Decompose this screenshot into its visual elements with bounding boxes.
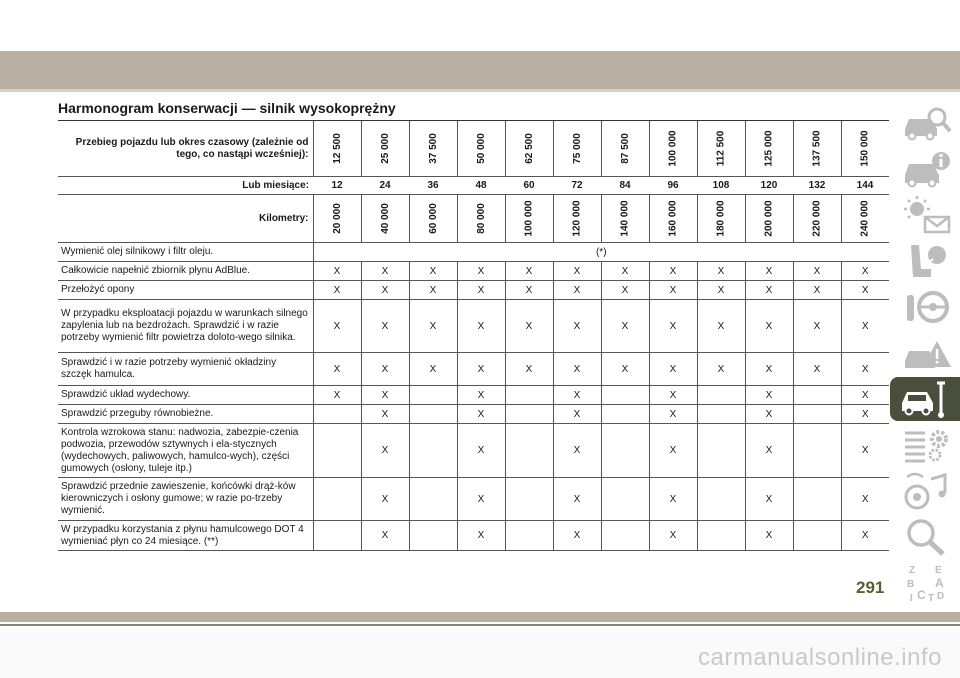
task-mark	[601, 405, 649, 424]
task-mark: X	[841, 424, 889, 478]
task-mark	[697, 424, 745, 478]
task-mark	[697, 521, 745, 551]
mileage-value: 50 000	[475, 133, 487, 164]
tab-car-search[interactable]	[894, 101, 960, 145]
months-value: 60	[505, 177, 553, 195]
index-letter-a: A	[935, 576, 944, 590]
mileage-label: Przebieg pojazdu lub okres czasowy (zależnie od tego, co nastąpi wcześniej):	[58, 121, 313, 177]
task-mark: X	[313, 262, 361, 281]
task-mark: X	[361, 353, 409, 386]
maintenance-table-wrapper	[58, 120, 889, 551]
mileage-header-cell	[553, 121, 601, 177]
task-mark	[409, 424, 457, 478]
mileage-header-cell	[361, 121, 409, 177]
tab-multimedia[interactable]	[894, 469, 960, 513]
search-icon	[901, 517, 953, 557]
task-mark: X	[553, 424, 601, 478]
km-label: Kilometry:	[58, 195, 313, 243]
task-mark	[409, 521, 457, 551]
watermark: carmanualsonline.info	[698, 644, 942, 671]
task-mark: X	[553, 478, 601, 521]
task-mark: X	[601, 262, 649, 281]
mileage-header-cell	[409, 121, 457, 177]
task-mark	[313, 405, 361, 424]
km-header-cell	[313, 195, 361, 243]
task-mark	[409, 405, 457, 424]
index-letter-t: T	[928, 593, 935, 603]
tab-car-info[interactable]	[894, 147, 960, 191]
tab-steering[interactable]	[894, 285, 960, 329]
table-row	[58, 300, 889, 353]
task-mark: X	[697, 353, 745, 386]
task-mark: X	[841, 353, 889, 386]
task-mark: X	[409, 262, 457, 281]
table-row	[58, 262, 889, 281]
mileage-header-cell	[793, 121, 841, 177]
tab-car-service[interactable]	[890, 377, 960, 421]
task-mark: X	[841, 281, 889, 300]
task-mark: X	[697, 262, 745, 281]
multimedia-icon	[901, 471, 953, 511]
specs-gear-icon	[901, 425, 953, 465]
task-description: Sprawdzić przednie zawieszenie, końcówki drąż-ków kierowniczych i osłony gumowe; w razie po-trzeby wymienić.	[58, 478, 313, 521]
months-value: 48	[457, 177, 505, 195]
months-value: 24	[361, 177, 409, 195]
task-description: W przypadku korzystania z płynu hamulcowego DOT 4 wymieniać płyn co 24 miesiące. (**)	[58, 521, 313, 551]
task-mark: X	[649, 262, 697, 281]
km-value: 160 000	[667, 200, 679, 237]
task-mark: X	[793, 262, 841, 281]
km-header-cell	[793, 195, 841, 243]
top-margin	[0, 0, 960, 51]
task-mark: X	[793, 300, 841, 353]
task-mark: X	[505, 262, 553, 281]
months-value: 96	[649, 177, 697, 195]
task-mark: X	[553, 405, 601, 424]
page-number: 291	[856, 578, 885, 597]
task-mark: X	[553, 281, 601, 300]
mileage-value: 125 000	[763, 130, 775, 167]
task-mark	[793, 424, 841, 478]
task-mark: X	[457, 424, 505, 478]
task-mark: X	[697, 300, 745, 353]
months-value: 72	[553, 177, 601, 195]
months-value: 36	[409, 177, 457, 195]
task-mark: X	[361, 386, 409, 405]
table-row	[58, 243, 889, 262]
task-mark	[601, 386, 649, 405]
mileage-value: 37 500	[427, 133, 439, 164]
task-mark: X	[553, 386, 601, 405]
task-mark: X	[313, 281, 361, 300]
mileage-value: 112 500	[715, 130, 727, 167]
task-mark: X	[361, 424, 409, 478]
task-mark: X	[649, 353, 697, 386]
task-mark	[505, 386, 553, 405]
mileage-value: 25 000	[379, 133, 391, 164]
table-row	[58, 353, 889, 386]
km-header-cell	[457, 195, 505, 243]
header-row-km	[58, 195, 889, 243]
months-value: 84	[601, 177, 649, 195]
task-mark	[697, 405, 745, 424]
task-mark: X	[649, 521, 697, 551]
task-mark: X	[409, 353, 457, 386]
task-mark: X	[457, 262, 505, 281]
task-mark: X	[649, 386, 697, 405]
mileage-header-cell	[649, 121, 697, 177]
months-value: 108	[697, 177, 745, 195]
mileage-value: 75 000	[571, 133, 583, 164]
task-mark: X	[601, 300, 649, 353]
mileage-value: 87 500	[619, 133, 631, 164]
mileage-header-cell	[841, 121, 889, 177]
task-mark: X	[649, 300, 697, 353]
months-value: 144	[841, 177, 889, 195]
task-mark: X	[745, 281, 793, 300]
km-value: 60 000	[427, 203, 439, 234]
task-mark: X	[841, 521, 889, 551]
car-breakdown-icon	[901, 333, 953, 373]
task-mark: X	[361, 521, 409, 551]
task-mark: X	[361, 262, 409, 281]
task-mark: X	[745, 300, 793, 353]
task-mark	[697, 386, 745, 405]
mileage-value: 62 500	[523, 133, 535, 164]
task-mark: X	[697, 281, 745, 300]
task-mark: X	[553, 300, 601, 353]
task-mark	[505, 405, 553, 424]
table-row	[58, 424, 889, 478]
alphabet-index-icon	[901, 563, 953, 603]
maintenance-table	[58, 120, 889, 551]
km-header-cell	[745, 195, 793, 243]
task-mark: X	[505, 300, 553, 353]
header-row-months	[58, 177, 889, 195]
km-value: 80 000	[475, 203, 487, 234]
task-mark: X	[553, 262, 601, 281]
index-letter-c: C	[917, 588, 926, 602]
km-value: 140 000	[619, 200, 631, 237]
tab-breakdown[interactable]	[894, 331, 960, 375]
steering-wheel-icon	[901, 287, 953, 327]
task-mark: X	[409, 281, 457, 300]
task-mark: X	[457, 521, 505, 551]
task-mark: X	[553, 521, 601, 551]
km-value: 120 000	[571, 200, 583, 237]
km-value: 240 000	[859, 200, 871, 237]
task-mark	[601, 478, 649, 521]
task-description: Wymienić olej silnikowy i filtr oleju.	[58, 243, 313, 262]
task-mark: X	[505, 281, 553, 300]
km-value: 220 000	[811, 200, 823, 237]
task-mark: X	[841, 405, 889, 424]
task-mark: X	[601, 353, 649, 386]
months-value: 132	[793, 177, 841, 195]
footer-band	[0, 612, 960, 622]
km-header-cell	[697, 195, 745, 243]
km-value: 20 000	[331, 203, 343, 234]
mileage-value: 12 500	[331, 133, 343, 164]
header-band	[0, 51, 960, 89]
tab-alphabetical-index[interactable]	[894, 561, 960, 605]
car-info-icon	[901, 149, 953, 189]
task-description: Przełożyć opony	[58, 281, 313, 300]
index-letter-d: D	[937, 591, 945, 602]
task-mark: X	[457, 405, 505, 424]
header-band-line	[0, 89, 960, 92]
task-mark: X	[649, 478, 697, 521]
task-mark: X	[601, 281, 649, 300]
task-description: Sprawdzić układ wydechowy.	[58, 386, 313, 405]
task-mark: X	[745, 386, 793, 405]
mileage-value: 137 500	[811, 130, 823, 167]
task-mark: X	[649, 281, 697, 300]
task-mark	[793, 478, 841, 521]
task-mark: X	[745, 262, 793, 281]
task-mark	[697, 478, 745, 521]
task-mark	[313, 521, 361, 551]
km-header-cell	[361, 195, 409, 243]
car-service-icon	[899, 379, 951, 419]
task-mark	[409, 478, 457, 521]
task-mark: X	[505, 353, 553, 386]
index-letter-z: Z	[909, 565, 916, 576]
km-value: 180 000	[715, 200, 727, 237]
task-mark	[313, 424, 361, 478]
task-mark: X	[313, 353, 361, 386]
task-mark: X	[745, 424, 793, 478]
warning-lights-icon	[901, 195, 953, 235]
task-description: Kontrola wzrokowa stanu: nadwozia, zabezpie-czenia podwozia, przewodów sztywnych i ela-stycznych (wydechowych, paliwowych, hamulco-wych), części gumowych (osłony, tuleje itp.)	[58, 424, 313, 478]
task-mark: X	[361, 478, 409, 521]
km-value: 100 000	[523, 200, 535, 237]
km-header-cell	[553, 195, 601, 243]
task-mark: X	[457, 478, 505, 521]
task-mark: X	[841, 300, 889, 353]
index-letter-b: B	[907, 579, 915, 590]
km-header-cell	[505, 195, 553, 243]
mileage-header-cell	[505, 121, 553, 177]
months-label: Lub miesiące:	[58, 177, 313, 195]
table-row	[58, 405, 889, 424]
header-row-mileage	[58, 121, 889, 177]
task-mark: X	[457, 353, 505, 386]
tab-search[interactable]	[894, 515, 960, 559]
task-mark	[313, 478, 361, 521]
task-mark	[601, 424, 649, 478]
task-mark: X	[745, 353, 793, 386]
task-note: (*)	[313, 243, 889, 262]
task-mark	[505, 478, 553, 521]
airbag-seat-icon	[901, 241, 953, 281]
table-row	[58, 478, 889, 521]
task-description: W przypadku eksploatacji pojazdu w warunkach silnego zapylenia lub na bezdrożach. Sprawdzić i w razie potrzeby wymienić filtr powietrza doloto-wego silnika.	[58, 300, 313, 353]
mileage-header-cell	[457, 121, 505, 177]
task-mark: X	[745, 405, 793, 424]
task-mark: X	[649, 424, 697, 478]
mileage-header-cell	[313, 121, 361, 177]
mileage-value: 100 000	[667, 130, 679, 167]
task-mark: X	[841, 262, 889, 281]
page-title: Harmonogram konserwacji — silnik wysokoprężny	[58, 100, 396, 116]
km-header-cell	[841, 195, 889, 243]
task-mark: X	[361, 405, 409, 424]
task-mark	[505, 424, 553, 478]
table-row	[58, 521, 889, 551]
task-mark: X	[409, 300, 457, 353]
task-mark: X	[553, 353, 601, 386]
task-mark: X	[361, 281, 409, 300]
task-mark	[793, 521, 841, 551]
car-search-icon	[901, 103, 953, 143]
km-value: 40 000	[379, 203, 391, 234]
task-mark: X	[841, 478, 889, 521]
mileage-header-cell	[745, 121, 793, 177]
task-mark	[793, 386, 841, 405]
mileage-header-cell	[601, 121, 649, 177]
task-mark: X	[745, 478, 793, 521]
tab-airbag-seat[interactable]	[894, 239, 960, 283]
task-mark: X	[841, 386, 889, 405]
task-mark	[505, 521, 553, 551]
task-mark: X	[793, 353, 841, 386]
km-header-cell	[601, 195, 649, 243]
task-mark: X	[457, 300, 505, 353]
footer-band-line	[0, 624, 960, 626]
task-mark: X	[313, 386, 361, 405]
task-description: Sprawdzić przeguby równobieżne.	[58, 405, 313, 424]
task-mark	[409, 386, 457, 405]
km-header-cell	[409, 195, 457, 243]
mileage-value: 150 000	[859, 130, 871, 167]
task-mark: X	[457, 386, 505, 405]
task-mark: X	[649, 405, 697, 424]
table-row	[58, 386, 889, 405]
task-mark	[793, 405, 841, 424]
task-mark: X	[457, 281, 505, 300]
table-row	[58, 281, 889, 300]
km-value: 200 000	[763, 200, 775, 237]
km-header-cell	[649, 195, 697, 243]
months-value: 120	[745, 177, 793, 195]
mileage-header-cell	[697, 121, 745, 177]
months-value: 12	[313, 177, 361, 195]
index-letter-e: E	[935, 565, 942, 576]
task-mark: X	[313, 300, 361, 353]
task-mark: X	[361, 300, 409, 353]
task-mark	[601, 521, 649, 551]
task-mark: X	[793, 281, 841, 300]
index-letter-i: I	[910, 593, 913, 603]
task-description: Sprawdzić i w razie potrzeby wymienić okładziny szczęk hamulca.	[58, 353, 313, 386]
task-mark: X	[745, 521, 793, 551]
tab-warning-lights[interactable]	[894, 193, 960, 237]
tab-specifications[interactable]	[894, 423, 960, 467]
task-description: Całkowicie napełnić zbiornik płynu AdBlue.	[58, 262, 313, 281]
